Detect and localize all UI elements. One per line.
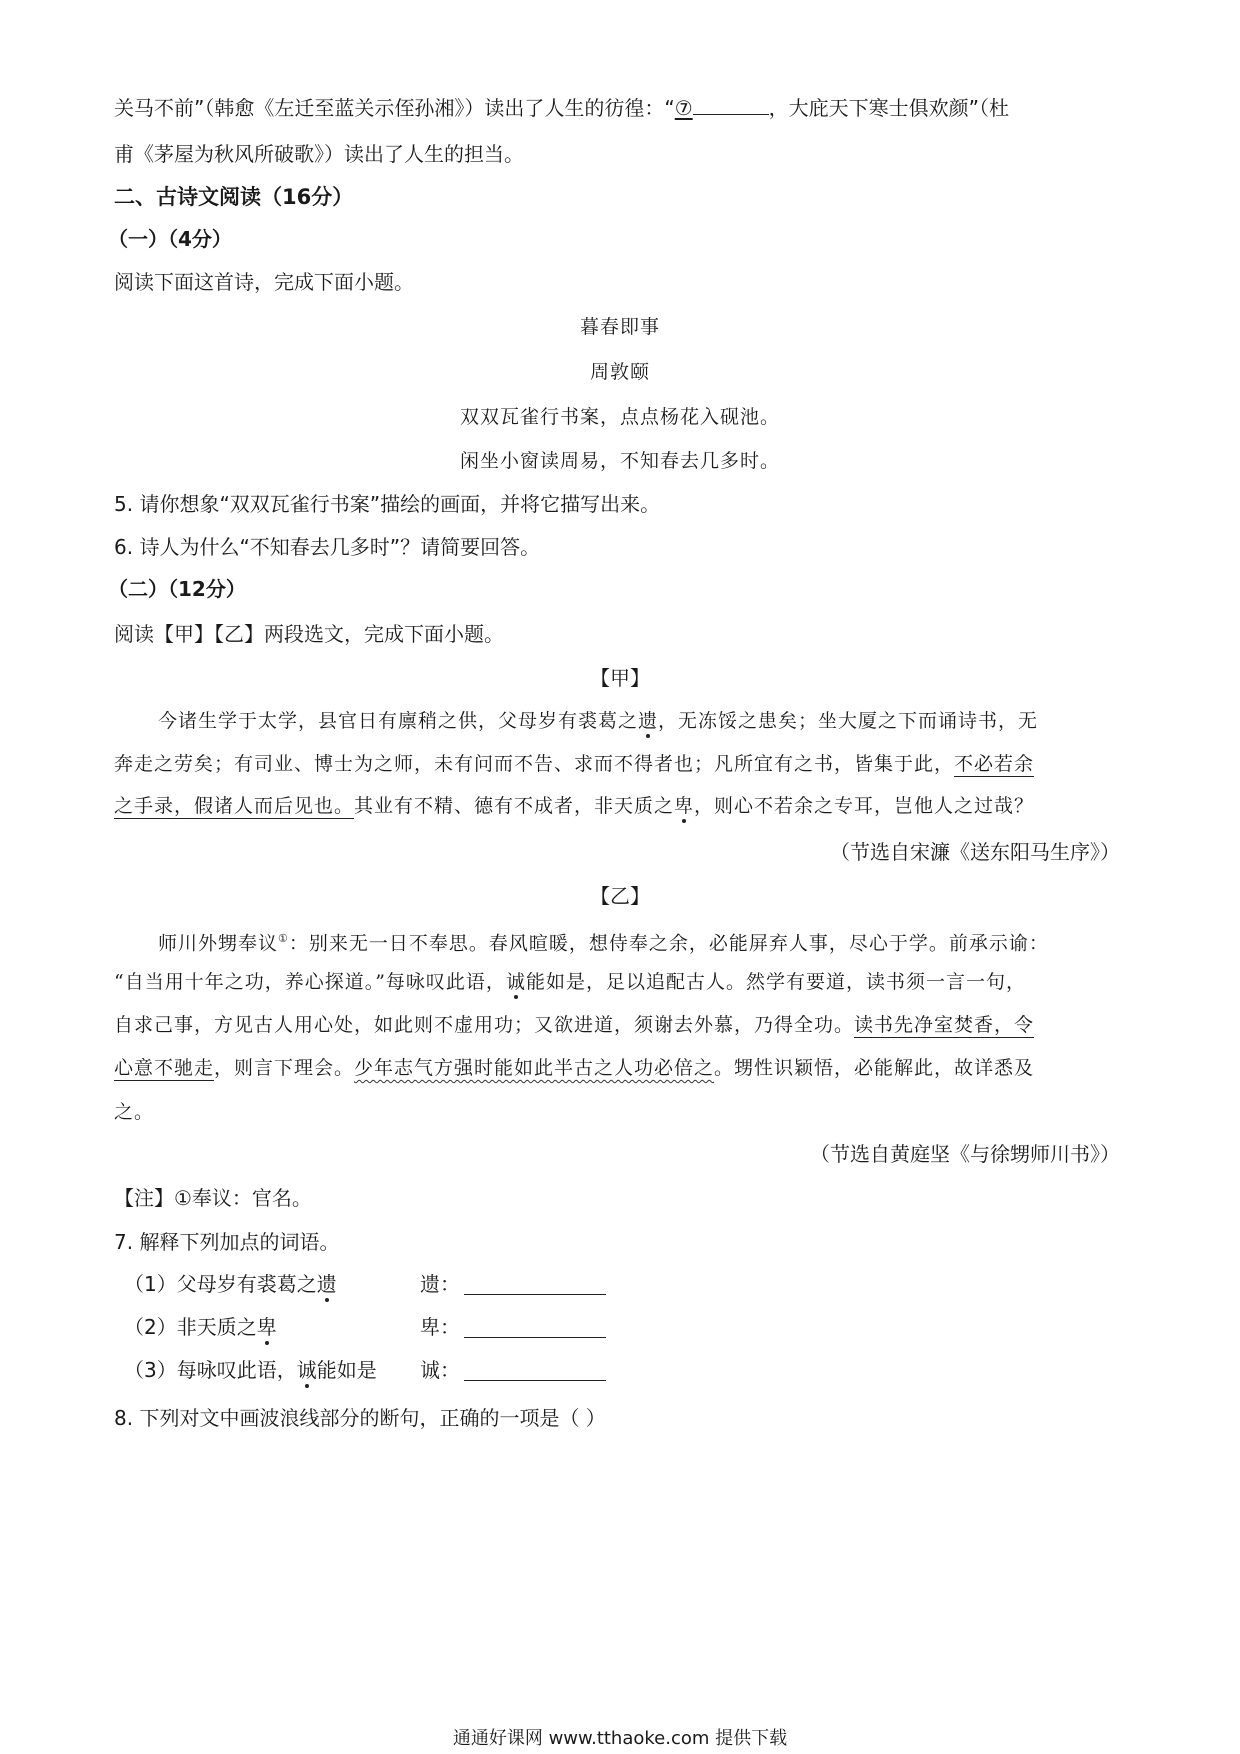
instruction: 阅读【甲】【乙】两段选文，完成下面小题。 (114, 622, 504, 646)
passage-label-jia: 【甲】 (590, 666, 650, 690)
dotted-word: 诚 (296, 1358, 317, 1382)
text-span: “自当用十年之功，养心探道。”每咏叹此语， (114, 971, 506, 993)
poem-author: 周敦颐 (589, 361, 650, 383)
q7-answer-label: 卑： (420, 1315, 460, 1339)
text-span: ：别来无一日不奉思。春风暄暖，想侍奉之余，必能屏弃人事，尽心于学。前承示谕： (288, 932, 1049, 955)
text-span: 今诸生学于太学，县官日有廪稍之供，父母岁有裘葛之 (158, 710, 639, 732)
underlined-text: 读书先净室焚香，令 (854, 1014, 1035, 1036)
answer-blank[interactable] (464, 1270, 606, 1295)
poem-line: 双双瓦雀行书案，点点杨花入砚池。 (459, 406, 780, 428)
part-title: （一）（4分） (108, 227, 232, 251)
q7-item (124, 1270, 337, 1298)
answer-blank (693, 94, 769, 115)
q7-answer-label: 遗： (420, 1272, 460, 1296)
text-line (114, 94, 1009, 122)
underlined-text: 之手录，假诸人而后见也。 (114, 795, 355, 817)
passage-line (158, 707, 1038, 735)
text-span: 师川外甥奉议 (158, 932, 279, 955)
passage-source: （节选自黄庭坚《与徐甥师川书》） (810, 1142, 1120, 1166)
text-span: （1）父母岁有裘葛之 (124, 1272, 317, 1296)
text-span: 奔走之劳矣；有司业、博士为之师，未有问而不告、求而不得者也；凡所宜有之书，皆集于此， (114, 753, 955, 775)
part-title: （二）（12分） (108, 577, 246, 601)
passage-line (114, 968, 1026, 996)
answer-blank[interactable] (464, 1356, 606, 1381)
dotted-word: 遗 (316, 1272, 337, 1296)
text-span: 自求己事，方见古人用心处，如此则不虚用功；又欲进道，须谢去外慕，乃得全功。 (114, 1014, 855, 1036)
question-6: 6. 诗人为什么“不知春去几多时”？请简要回答。 (114, 535, 541, 559)
passage-line (114, 1011, 1034, 1039)
passage-label-yi: 【乙】 (590, 884, 650, 908)
dotted-word: 卑 (256, 1315, 277, 1339)
text-span: ，大庇天下寒士俱欢颜”（杜 (768, 96, 1010, 120)
text-span: （3）每咏叹此语， (124, 1358, 297, 1382)
poem-line: 闲坐小窗读周易，不知春去几多时。 (459, 450, 780, 472)
text-span: ，则心不若余之专耳，岂他人之过哉？ (694, 795, 1035, 817)
text-span: （2）非天质之 (124, 1315, 257, 1339)
question-5: 5. 请你想象“双双瓦雀行书案”描绘的画面，并将它描写出来。 (114, 492, 661, 516)
text-span: 。甥性识颖悟，必能解此，故详悉及 (714, 1057, 1035, 1079)
dotted-word: 诚 (505, 971, 526, 993)
poem-title: 暮春即事 (579, 316, 660, 338)
question-7: 7. 解释下列加点的词语。 (114, 1230, 340, 1254)
underlined-text: 心意不驰走 (114, 1057, 215, 1079)
text-span: 能如是 (316, 1358, 377, 1382)
passage-line (114, 792, 1034, 820)
footer-text: 通通好课网 www.tthaoke.com 提供下载 (452, 1728, 788, 1749)
answer-blank[interactable] (464, 1313, 606, 1338)
blank-number: ⑦ (674, 96, 693, 120)
dotted-word: 遗 (638, 710, 659, 732)
text-span: 其业有不精、德有不成者，非天质之 (354, 795, 675, 817)
wavy-underlined-text: 少年志气方强时能如此半古之人功必倍之 (354, 1057, 715, 1079)
q7-answer-label: 诚： (420, 1358, 460, 1382)
instruction: 阅读下面这首诗，完成下面小题。 (114, 270, 414, 294)
q7-item (124, 1356, 377, 1384)
section-title: 二、古诗文阅读（16分） (114, 185, 354, 209)
text-line: 甫《茅屋为秋风所破歌》）读出了人生的担当。 (114, 142, 524, 166)
underlined-text: 不必若余 (954, 753, 1035, 775)
passage-line (158, 925, 1049, 957)
text-span: ，无冻馁之患矣；坐大厦之下而诵诗书，无 (658, 710, 1039, 732)
passage-source: （节选自宋濂《送东阳马生序》） (830, 840, 1120, 864)
passage-line (114, 750, 1034, 778)
text-span: ，则言下理会。 (214, 1057, 355, 1079)
passage-line: 之。 (114, 1101, 155, 1123)
text-span: 关马不前”（韩愈《左迁至蓝关示侄孙湘》）读出了人生的彷徨：“ (114, 96, 675, 120)
passage-line (114, 1054, 1034, 1082)
text-span: 能如是，足以追配古人。然学有要道，读书须一言一句， (525, 971, 1026, 993)
dotted-word: 卑 (674, 795, 695, 817)
q7-item (124, 1313, 277, 1341)
footnote: 【注】①奉议：官名。 (114, 1186, 312, 1210)
question-8: 8. 下列对文中画波浪线部分的断句，正确的一项是（ ） (114, 1406, 606, 1430)
footnote-marker: ① (278, 932, 289, 945)
